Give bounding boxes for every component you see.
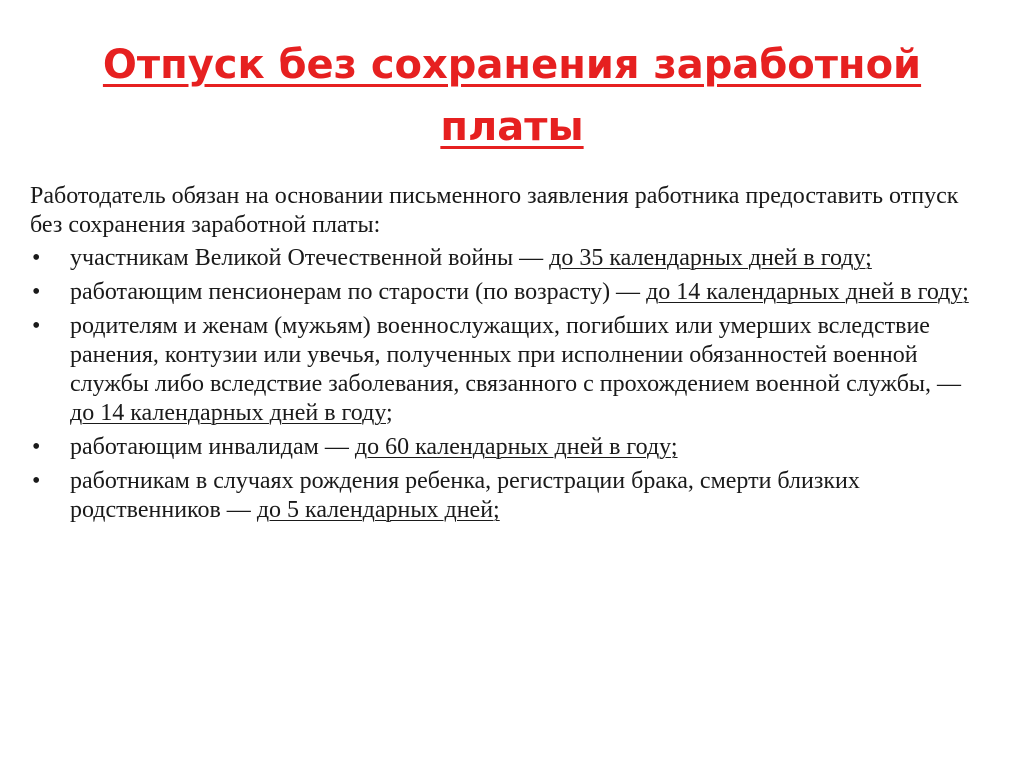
item-text: участникам Великой Отечественной войны —	[70, 245, 550, 271]
item-duration: до 14 календарных дней в году;	[646, 279, 969, 305]
list-item	[30, 278, 980, 307]
item-text: работающим инвалидам —	[70, 434, 355, 460]
bullet-icon: •	[32, 313, 41, 339]
item-duration: до 14 календарных дней в году	[70, 400, 387, 426]
bullet-icon: •	[32, 245, 41, 271]
intro-paragraph: Работодатель обязан на основании письменного заявления работника предоставить отпуск без сохранения заработной платы:	[30, 183, 959, 238]
list-item	[30, 467, 980, 525]
list-item	[30, 312, 980, 428]
leave-conditions-list	[30, 244, 980, 525]
item-text: работающим пенсионерам по старости (по возрасту) —	[70, 279, 647, 305]
bullet-icon: •	[32, 279, 41, 305]
slide-title: Отпуск без сохранения заработной платы	[102, 42, 922, 150]
bullet-icon: •	[32, 434, 41, 460]
item-duration: до 35 календарных дней в году;	[549, 245, 872, 271]
item-text: работникам в случаях рождения ребенка, регистрации брака, смерти близких родственников —	[70, 468, 860, 523]
item-text: родителям и женам (мужьям) военнослужащих, погибших или умерших вследствие ранения, контузии или увечья, полученных при исполнении обязанностей военной службы либо вследствие заболевания, связанного с прохождением военной службы, —	[70, 313, 962, 397]
list-item	[30, 433, 980, 462]
list-item	[30, 244, 980, 273]
slide-body	[30, 182, 980, 530]
item-tail: ;	[386, 400, 393, 426]
item-duration: до 5 календарных дней;	[256, 497, 500, 523]
item-duration: до 60 календарных дней в году;	[354, 434, 678, 460]
bullet-icon: •	[32, 468, 41, 494]
